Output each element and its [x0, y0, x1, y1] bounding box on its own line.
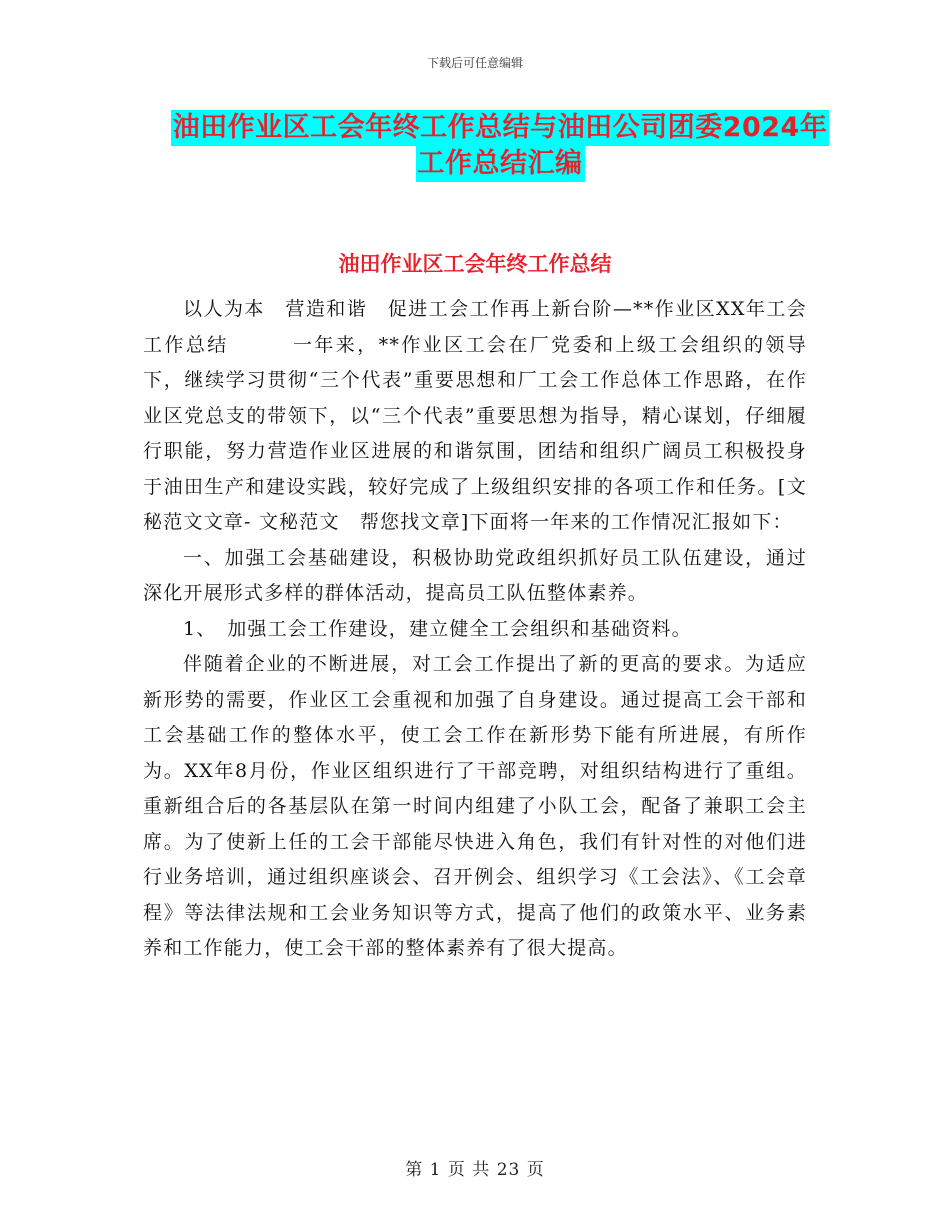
- paragraph: 1、 加强工会工作建设，建立健全工会组织和基础资料。: [183, 617, 692, 640]
- page-number: 第 1 页 共 23 页: [405, 1160, 545, 1180]
- paragraph: 伴随着企业的不断进展，对工会工作提出了新的更高的要求。为适应新形势的需要，作业区工会重视和加强了自身建设。通过提高工会干部和工会基础工作的整体水平，使工会工作在新形势下能有所进展，有所作为。XX年8月份，作业区组织进行了干部竞聘，对组织结构进行了重组。重新组合后的各基层队在第一时间内组建了小队工会，配备了兼职工会主席。为了使新上任的工会干部能尽快进入角色，我们有针对性的对他们进行业务培训，通过组织座谈会、召开例会、组织学习《工会法》、《工会章程》等法律法规和工会业务知识等方式，提高了他们的政策水平、业务素养和工作能力，使工会干部的整体素养有了很大提高。: [143, 653, 807, 959]
- paragraph: 以人为本 营造和谐 促进工会工作再上新台阶—**作业区XX年工会工作总结 一年来，**作业区工会在厂党委和上级工会组织的领导下，继续学习贯彻“三个代表”重要思想和厂工会工作总体工作思路，在作业区党总支的带领下，以“三个代表”重要思想为指导，精心谋划，仔细履行职能，努力营造作业区进展的和谐氛围，团结和组织广阔员工积极投身于油田生产和建设实践，较好完成了上级组织安排的各项工作和任务。[文秘范文文章- 文秘范文 帮您找文章]下面将一年来的工作情况汇报如下：: [143, 298, 807, 533]
- document-title: [140, 110, 860, 182]
- section-title: 油田作业区工会年终工作总结: [338, 252, 612, 276]
- paragraph: 一、加强工会基础建设，积极协助党政组织抓好员工队伍建设，通过深化开展形式多样的群体活动，提高员工队伍整体素养。: [143, 546, 807, 604]
- document-title-line-2: 工作总结汇编: [416, 146, 585, 182]
- document-body: [143, 292, 807, 967]
- header-note: 下载后可任意编辑: [426, 56, 523, 70]
- document-title-line-1: 油田作业区工会年终工作总结与油田公司团委2024年: [171, 110, 830, 146]
